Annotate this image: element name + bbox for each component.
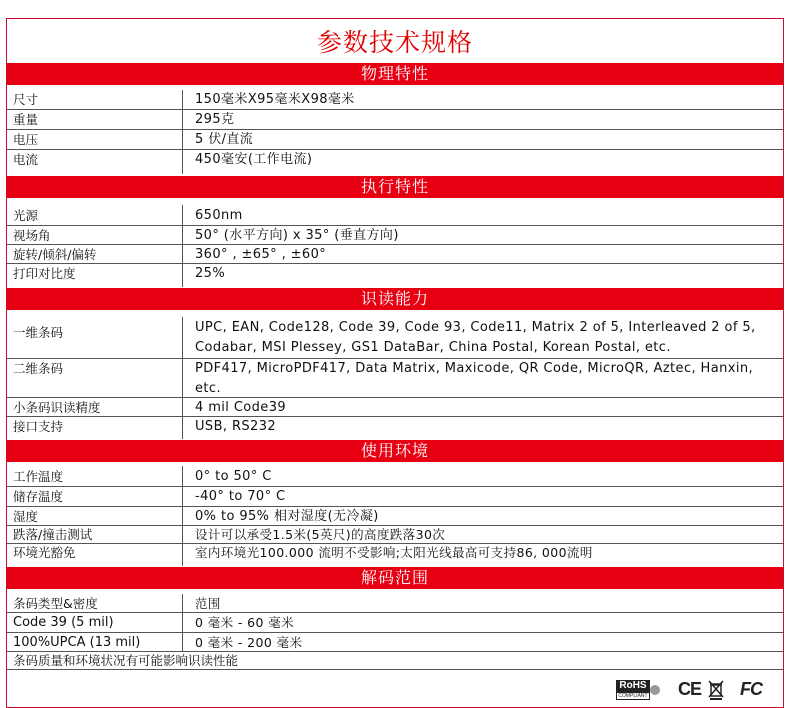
row-value: -40° to 70° C — [195, 489, 286, 504]
row-value: 0° to 50° C — [195, 469, 272, 484]
row-value: 4 mil Code39 — [195, 400, 287, 415]
footnote-row — [7, 652, 783, 670]
footnote: 条码质量和环境状况有可能影响识读性能 — [13, 653, 239, 668]
row-label: 一维条码 — [13, 325, 64, 340]
row-label: 视场角 — [13, 228, 51, 243]
row-label: 小条码识读精度 — [13, 400, 101, 415]
row-label: 储存温度 — [13, 489, 64, 504]
row-value: 0 毫米 - 60 毫米 — [195, 615, 295, 630]
table-row — [7, 359, 783, 398]
table-row — [7, 544, 783, 566]
row-label: 跌落/撞击测试 — [13, 527, 93, 542]
row-value: 室内环境光100.000 流明不受影响;太阳光线最高可支持86, 000流明 — [195, 545, 593, 560]
table-row — [7, 487, 783, 507]
row-value: UPC, EAN, Code128, Code 39, Code 93, Code11, Matrix 2 of 5, Interleaved 2 of 5, Codabar, MSI Plessey, GS1 DataBar, China Postal, Korean Postal, etc. — [195, 320, 756, 355]
row-value: 360° , ±65° , ±60° — [195, 247, 327, 262]
row-value: 650nm — [195, 208, 243, 223]
table-row — [7, 130, 783, 150]
table-row — [7, 226, 783, 245]
page-title: 参数技术规格 — [316, 28, 473, 57]
fcc-logo: FC — [740, 679, 762, 699]
row-label: 光源 — [13, 208, 39, 223]
row-label: 接口支持 — [13, 419, 64, 434]
section-heading-capability: 识读能力 — [7, 288, 783, 310]
table-row — [7, 205, 783, 226]
row-value: 25% — [195, 266, 226, 281]
row-value: 450毫安(工作电流) — [195, 152, 313, 167]
column-divider — [182, 205, 183, 287]
row-label: 尺寸 — [13, 92, 39, 107]
ce-logo: CE — [678, 679, 702, 699]
row-label: 二维条码 — [13, 361, 64, 376]
row-value: 设计可以承受1.5米(5英尺)的高度跌落30次 — [195, 527, 446, 542]
rohs-compliant-text: COMPLIANT — [616, 692, 650, 700]
row-value: 5 伏/直流 — [195, 132, 254, 147]
table-row — [7, 526, 783, 544]
section-heading-environment: 使用环境 — [7, 440, 783, 462]
row-value: 150毫米X95毫米X98毫米 — [195, 92, 355, 107]
rohs-logo — [616, 680, 658, 700]
table-row — [7, 317, 783, 359]
row-value: 范围 — [195, 596, 221, 611]
column-divider — [182, 594, 183, 652]
row-label: 电流 — [13, 152, 39, 167]
row-label: 重量 — [13, 112, 39, 127]
row-value: 0% to 95% 相对湿度(无冷凝) — [195, 509, 379, 524]
section-heading-decode: 解码范围 — [7, 567, 783, 589]
table-row — [7, 417, 783, 439]
table-row — [7, 110, 783, 130]
table-row — [7, 613, 783, 633]
section-heading-physical: 物理特性 — [7, 63, 783, 85]
rohs-mark: RoHS — [616, 680, 650, 692]
table-row — [7, 245, 783, 264]
column-divider — [182, 90, 183, 174]
row-label: 100%UPCA (13 mil) — [13, 635, 141, 650]
table-row — [7, 90, 783, 110]
table-row — [7, 264, 783, 287]
weee-bin-icon — [708, 680, 724, 700]
row-value: PDF417, MicroPDF417, Data Matrix, Maxicode, QR Code, MicroQR, Aztec, Hanxin, etc. — [195, 361, 754, 396]
leaf-icon — [649, 684, 661, 696]
column-divider — [182, 317, 183, 439]
table-row — [7, 633, 783, 652]
row-label: 旋转/倾斜/偏转 — [13, 247, 97, 262]
row-label: 工作温度 — [13, 469, 64, 484]
table-row — [7, 398, 783, 417]
row-value: 50° (水平方向) x 35° (垂直方向) — [195, 228, 399, 243]
row-label: 湿度 — [13, 509, 39, 524]
column-divider — [182, 466, 183, 566]
row-value: 295克 — [195, 112, 235, 127]
row-value: 0 毫米 - 200 毫米 — [195, 635, 303, 650]
row-label: 打印对比度 — [13, 266, 76, 281]
row-label: 电压 — [13, 132, 39, 147]
section-heading-performance: 执行特性 — [7, 176, 783, 198]
table-row — [7, 594, 783, 613]
row-label: 环境光豁免 — [13, 545, 76, 560]
row-value: USB, RS232 — [195, 419, 277, 434]
table-row — [7, 466, 783, 487]
table-row — [7, 507, 783, 526]
row-label: Code 39 (5 mil) — [13, 615, 114, 630]
row-label: 条码类型&密度 — [13, 596, 98, 611]
table-row — [7, 150, 783, 174]
